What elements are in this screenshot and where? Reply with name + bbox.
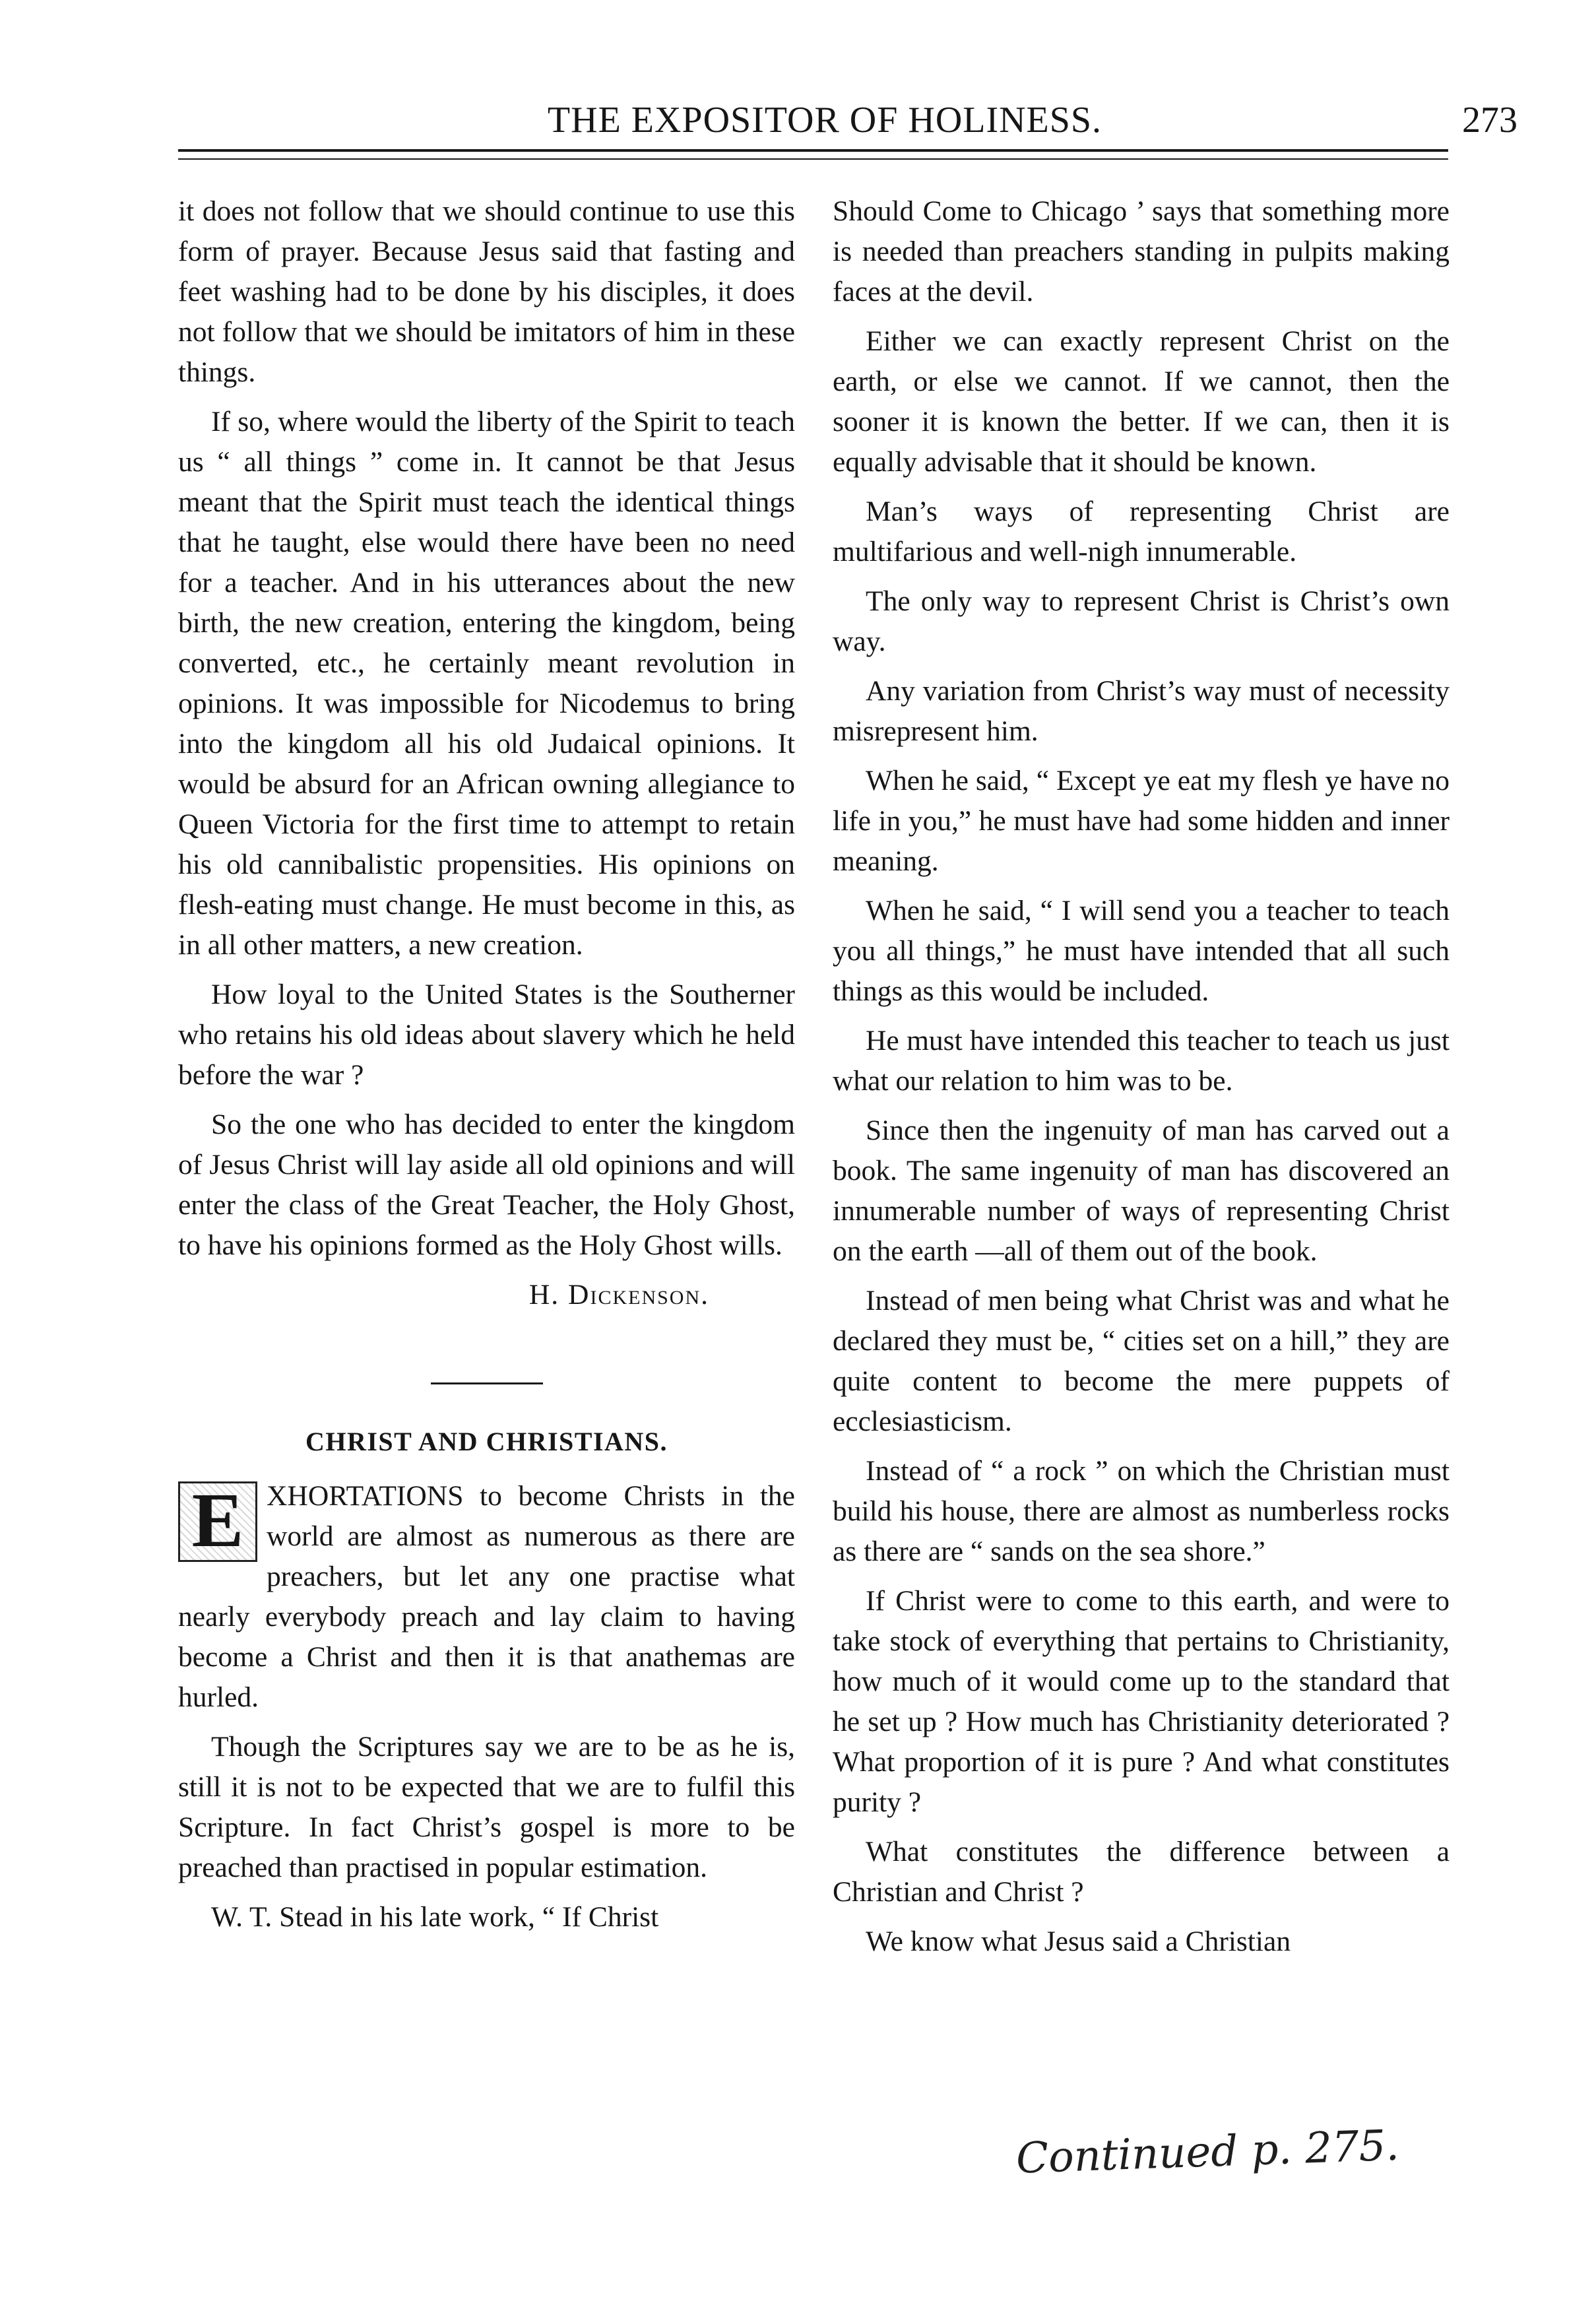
body-paragraph: How loyal to the United States is the Southerner who retains his old ideas about slavery which he held before the war ? [178, 979, 795, 1091]
handwritten-continuation-note: Continued p. 275. [1015, 2121, 1400, 2184]
left-column [178, 191, 795, 1947]
opening-text: XHORTATIONS to become Christs in the world are almost as numerous as there are preachers, but let any one practise what nearly everybody preach and lay claim to having become a Christ and then it is that anathemas are hurled. [178, 1480, 795, 1713]
body-paragraph: When he said, “ Except ye eat my flesh ye have no life in you,” he must have had some hidden and inner meaning. [833, 765, 1450, 877]
body-paragraph: it does not follow that we should continue to use this form of prayer. Because Jesus said that fasting and feet washing had to be done by his disciples, it does not follow that we should be imitators of him in these things. [178, 195, 795, 388]
body-paragraph: Instead of “ a rock ” on which the Christian must build his house, there are almost as numberless rocks as there are “ sands on the sea shore.” [833, 1455, 1450, 1567]
body-paragraph: Man’s ways of representing Christ are multifarious and well-nigh innumerable. [833, 496, 1450, 568]
section-title: CHRIST AND CHRISTIANS. [305, 1427, 668, 1456]
author-signature: H. Dickenson. [528, 1279, 709, 1311]
body-paragraph: We know what Jesus said a Christian [866, 1926, 1291, 1957]
body-paragraph: Should Come to Chicago ’ says that something more is needed than preachers standing in pulpits making faces at the devil. [833, 195, 1450, 308]
section-divider [431, 1382, 543, 1384]
body-paragraph: W. T. Stead in his late work, “ If Christ [211, 1901, 659, 1933]
article-opening-paragraph [178, 1476, 795, 1718]
page-number: 273 [1462, 100, 1517, 141]
body-paragraph: Any variation from Christ’s way must of necessity misrepresent him. [833, 675, 1450, 747]
body-paragraph: When he said, “ I will send you a teacher to teach you all things,” he must have intended that all such things as this would be included. [833, 895, 1450, 1007]
body-paragraph: He must have intended this teacher to teach us just what our relation to him was to be. [833, 1025, 1450, 1097]
body-paragraph: If so, where would the liberty of the Spirit to teach us “ all things ” come in. It cannot be that Jesus meant that the Spirit must teach the identical things that he taught, else would there have been no need for a teacher. And in his utterances about the new birth, the new creation, entering the kingdom, being converted, etc., he certainly meant revolution in opinions. It was impossible for Nicodemus to bring into the kingdom all his old Judaical opinions. It would be absurd for an African owning allegiance to Queen Victoria for the first time to attempt to retain his old cannibalistic propensities. His opinions on flesh-eating must change. He must become in this, as in all other matters, a new creation. [178, 406, 795, 961]
header-rule-thin [178, 158, 1448, 160]
right-column [833, 191, 1450, 1971]
body-paragraph: If Christ were to come to this earth, and were to take stock of everything that pertains to Christianity, how much of it would come up to the standard that he set up ? How much has Christianity deteriorated ? What proportion of it is pure ? And what constitutes purity ? [833, 1585, 1450, 1818]
body-paragraph: What constitutes the difference between a Christian and Christ ? [833, 1836, 1450, 1908]
body-paragraph: Since then the ingenuity of man has carved out a book. The same ingenuity of man has discovered an innumerable number of ways of representing Christ on the earth —all of them out of the book. [833, 1115, 1450, 1267]
running-head-title: THE EXPOSITOR OF HOLINESS. [547, 100, 1102, 141]
body-paragraph: Either we can exactly represent Christ on the earth, or else we cannot. If we cannot, then the sooner it is known the better. If we can, then it is equally advisable that it should be known. [833, 325, 1450, 478]
body-paragraph: So the one who has decided to enter the kingdom of Jesus Christ will lay aside all old opinions and will enter the class of the Great Teacher, the Holy Ghost, to have his opinions formed as the Holy Ghost wills. [178, 1109, 795, 1261]
body-paragraph: Instead of men being what Christ was and what he declared they must be, “ cities set on a hill,” they are quite content to become the mere puppets of ecclesiasticism. [833, 1285, 1450, 1437]
body-paragraph: The only way to represent Christ is Christ’s own way. [833, 585, 1450, 657]
header-rule-thick [178, 149, 1448, 152]
decorative-initial: E [178, 1481, 257, 1562]
body-paragraph: Though the Scriptures say we are to be as he is, still it is not to be expected that we are to fulfil this Scripture. In fact Christ’s gospel is more to be preached than practised in popular estimation. [178, 1731, 795, 1883]
